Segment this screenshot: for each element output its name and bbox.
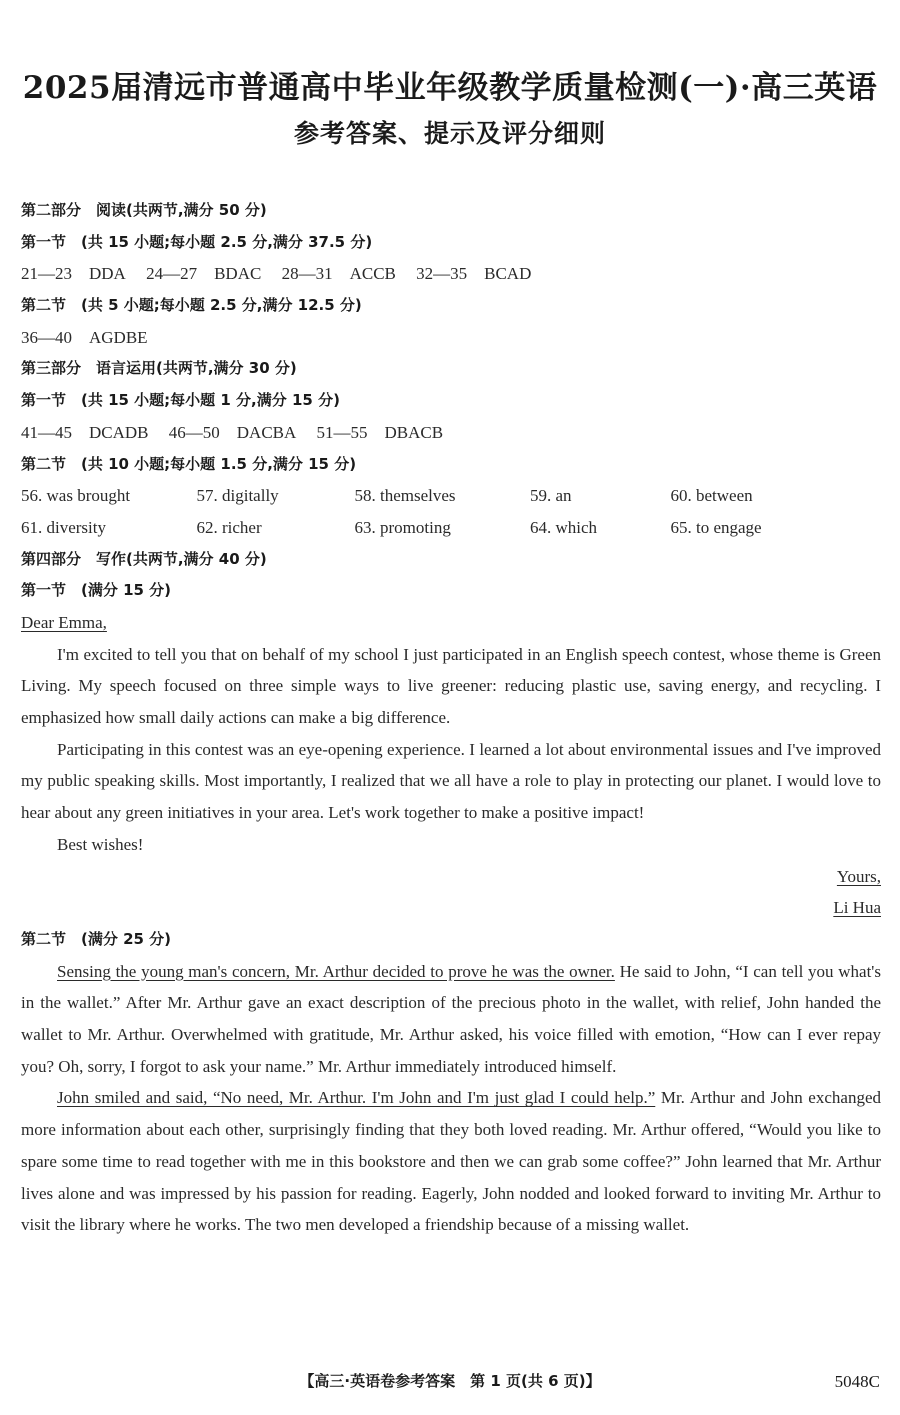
part3-section2-row2 <box>21 512 881 544</box>
part3-section1-answers <box>21 417 881 449</box>
answer-content <box>21 195 881 1241</box>
answer-item: 62. richer <box>196 517 262 537</box>
answer-group: 41—45 DCADB <box>21 422 149 442</box>
part2-section2-heading: 第二节 (共 5 小题;每小题 2.5 分,满分 12.5 分) <box>21 296 362 315</box>
answer-item: 63. promoting <box>354 517 451 537</box>
answer-group: 21—23 DDA <box>21 264 126 284</box>
document-code: 5048C <box>834 1372 880 1391</box>
answer-item: 65. to engage <box>670 517 762 537</box>
answer-item: 61. diversity <box>21 517 106 537</box>
answer-item: 59. an <box>530 486 572 506</box>
story-opening-sentence-2: John smiled and said, “No need, Mr. Arthur. I'm John and I'm just glad I could help.” <box>57 1088 656 1108</box>
document-subtitle: 参考答案、提示及评分细则 <box>293 119 606 148</box>
part4-section2-heading: 第二节 (满分 25 分) <box>21 929 172 948</box>
part3-heading: 第三部分 语言运用(共两节,满分 30 分) <box>21 359 297 378</box>
part2-section1-heading: 第一节 (共 15 小题;每小题 2.5 分,满分 37.5 分) <box>21 232 373 251</box>
story-paragraph-1: Sensing the young man's concern, Mr. Arthur decided to prove he was the owner. He said to John, “I can tell you what's in the wallet.” After Mr. Arthur gave an exact description of the precious photo in the wallet, with relief, John handed the wallet to Mr. Arthur. Overwhelmed with gratitude, Mr. Arthur asked, his voice filled with emotion, “How can I ever repay you? Oh, sorry, I forgot to ask your name.” Mr. Arthur immediately introduced himself. <box>21 961 881 1076</box>
answer-group: 24—27 BDAC <box>146 264 262 284</box>
answer-item: 57. digitally <box>196 486 279 506</box>
part3-section2-heading: 第二节 (共 10 小题;每小题 1.5 分,满分 15 分) <box>21 454 357 473</box>
answer-item: 60. between <box>670 486 753 506</box>
part4-heading: 第四部分 写作(共两节,满分 40 分) <box>21 549 267 568</box>
part2-section2-answers <box>21 322 881 354</box>
letter-paragraph-1: I'm excited to tell you that on behalf of my school I just participated in an English speech contest, whose theme is Green Living. My speech focused on three simple ways to live greener: reducing plastic use, saving energy, and recycling. I emphasized how small daily actions can make a big difference. <box>21 644 881 728</box>
part2-section1-answers <box>21 258 881 290</box>
letter-closing: Best wishes! <box>57 834 144 854</box>
answer-item: 64. which <box>530 517 598 537</box>
answer-group: 32—35 BCAD <box>416 264 532 284</box>
part4-section1-heading: 第一节 (满分 15 分) <box>21 581 172 600</box>
part2-heading: 第二部分 阅读(共两节,满分 50 分) <box>21 201 267 219</box>
answer-item: 58. themselves <box>354 486 456 506</box>
answer-group: 51—55 DBACB <box>316 422 444 442</box>
answer-group: 36—40 AGDBE <box>21 327 148 347</box>
document-title: 2025届清远市普通高中毕业年级教学质量检测(一)·高三英语 <box>22 70 878 106</box>
letter-sign-off: Yours, <box>836 866 881 886</box>
answer-group: 28—31 ACCB <box>281 264 396 284</box>
letter-signature: Li Hua <box>833 898 881 918</box>
letter-paragraph-2: Participating in this contest was an eye-opening experience. I learned a lot about environmental issues and I've improved my public speaking skills. Most importantly, I realized that we all have a role to play in protecting our planet. I would love to hear about any green initiatives in your area. Let's work together to make a positive impact! <box>21 739 881 823</box>
part3-section2-row1 <box>21 480 881 512</box>
part3-section1-heading: 第一节 (共 15 小题;每小题 1 分,满分 15 分) <box>21 391 340 410</box>
letter-greeting: Dear Emma, <box>21 612 107 632</box>
answer-item: 56. was brought <box>21 486 131 506</box>
page-footer: 【高三·英语卷参考答案 第 1 页(共 6 页)】 <box>299 1372 601 1390</box>
story-paragraph-2: John smiled and said, “No need, Mr. Arthur. I'm John and I'm just glad I could help.” Mr. Arthur and John exchanged more information about each other, surprisingly finding that they both loved reading. Mr. Arthur offered, “Would you like to spare some time to read together with me in this bookstore and then we can grab some coffee?” John learned that Mr. Arthur lives alone and was impressed by his passion for reading. Eagerly, John nodded and looked forward to inviting Mr. Arthur to visit the library where he works. The two men developed a friendship because of a missing wallet. <box>21 1088 881 1235</box>
answer-group: 46—50 DACBA <box>168 422 297 442</box>
story-opening-sentence-1: Sensing the young man's concern, Mr. Arthur decided to prove he was the owner. <box>57 961 615 981</box>
